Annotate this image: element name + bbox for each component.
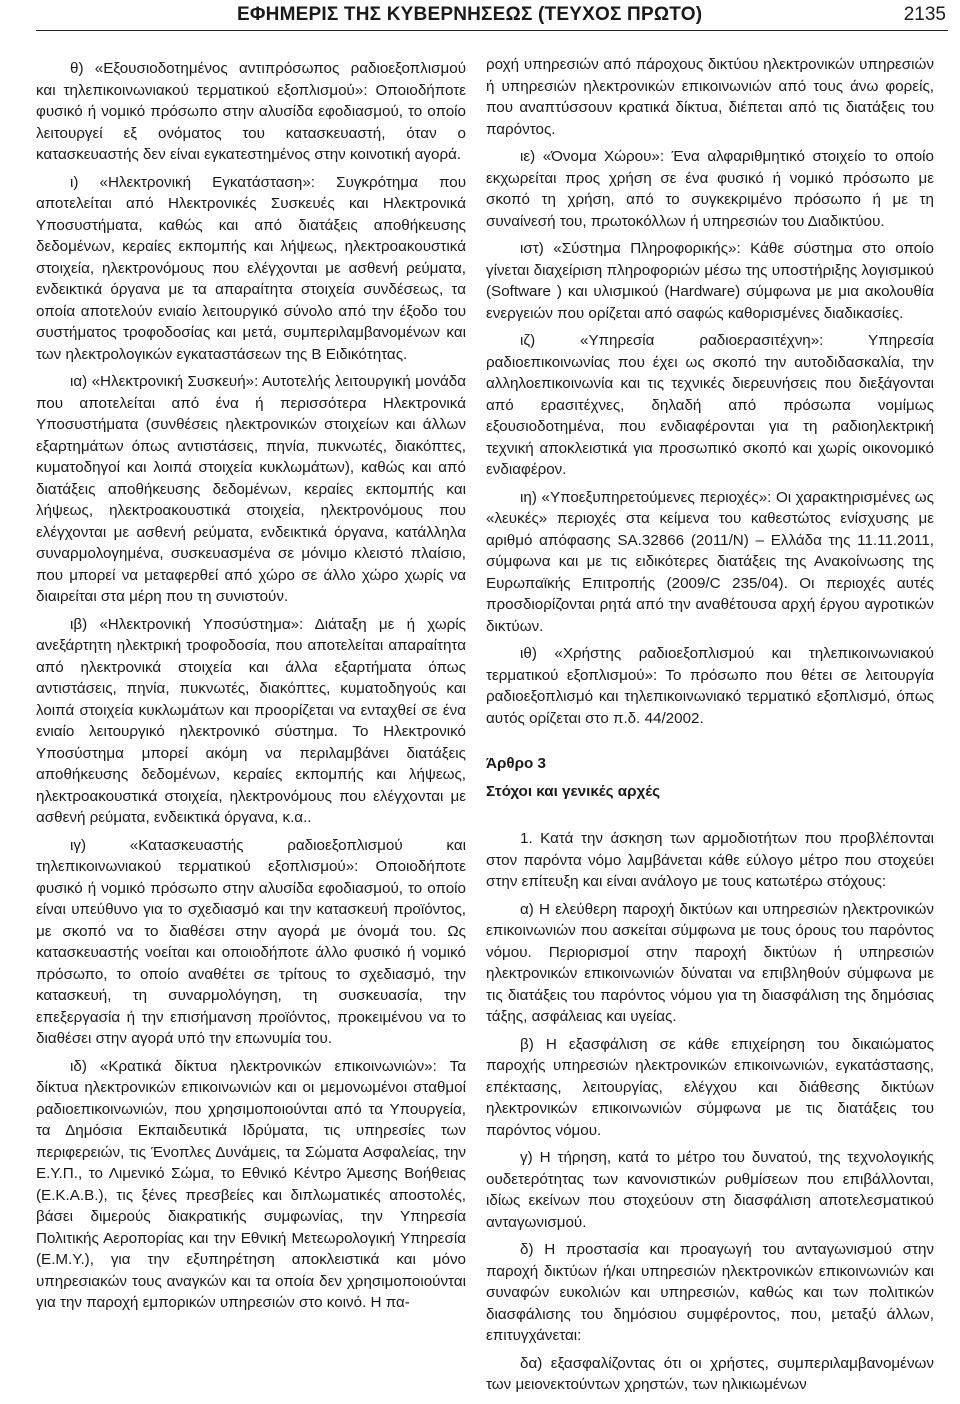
article-paragraph: δα) εξασφαλίζοντας ότι οι χρήστες, συμπεριλαμβανομένων των μειονεκτούντων χρηστών, των ηλικιωμένων <box>486 1354 934 1393</box>
article-paragraph: γ) Η τήρηση, κατά το μέτρο του δυνατού, της τεχνολογικής ουδετερότητας των κανονιστικών ρυθμίσεων που επιβάλλονται, ιδίως εκείνων που στοχεύουν στη διασφάλιση αποτελεσματικού ανταγωνισμού. <box>486 1149 934 1231</box>
article-paragraph: α) Η ελεύθερη παροχή δικτύων και υπηρεσιών ηλεκτρονικών επικοινωνιών που ασκείται σύμφωνα με τους όρους του παρόντος νόμου. Περιορισμοί στην παροχή δικτύων ή υπηρεσιών ηλεκτρονικών επικοινωνιών δύναται να επιβληθούν σύμφωνα με τις διατάξεις του παρόντος νόμου για τη διασφάλιση της δημόσιας τάξης, ασφάλειας και υγείας. <box>486 900 934 1025</box>
definition-paragraph: ιζ) «Υπηρεσία ραδιοερασιτέχνη»: Υπηρεσία ραδιοεπικοινωνίας που έχει ως σκοπό την αυτοδιδασκαλία, την αλληλοεπικοινωνία και τις τεχνικές διερευνήσεις που διεξάγονται από ερασιτέχνες, δηλαδή από πρόσωπα νομίμως εξουσιοδοτημένα, που ενδιαφέρονται για τη ραδιοηλεκτρική τεχνική αποκλειστικά για προσωπικό σκοπό και χωρίς οικονομικό ενδιαφέρον. <box>486 332 934 478</box>
definition-paragraph: ιδ) «Κρατικά δίκτυα ηλεκτρονικών επικοινωνιών»: Τα δίκτυα ηλεκτρονικών επικοινωνιών και οι μεμονωμένοι σταθμοί ραδιοεπικοινωνιών, που χρησιμοποιούνται από τα Υπουργεία, τα Δημόσια Εκπαιδευτικά Ιδρύματα, τις υπηρεσίες των περιφερειών, τις Ένοπλες Δυνάμεις, τα Σώματα Ασφαλείας, την Ε.Υ.Π., το Λιμενικό Σώμα, το Εθνικό Κέντρο Άμεσης Βοήθειας (Ε.Κ.Α.Β.), τις ξένες πρεσβείες και διπλωματικές αποστολές, βάσει διμερούς διακρατικής συμφωνίας, την Υπηρεσία Πολιτικής Αεροπορίας και την Εθνική Μετεωρολογική Υπηρεσία (Ε.Μ.Υ.), για την εξυπηρέτηση αποκλειστικά και μόνο υπηρεσιακών τους αναγκών και τα οποία δεν χρησιμοποιούνται για την παροχή εμπορικών υπηρεσιών στο κοινό. Η πα- <box>36 1057 466 1311</box>
left-column <box>36 58 466 1320</box>
definition-paragraph: ιε) «Όνομα Χώρου»: Ένα αλφαριθμητικό στοιχείο το οποίο εκχωρείται προς χρήση σε ένα φυσικό ή νομικό πρόσωπο με σκοπό τη χρήση, από το συγκεκριμένο πρόσωπο ή με τη συναίνεσή του, πρωτοκόλλων ή υπηρεσιών του Διαδικτύου. <box>486 148 934 230</box>
definition-paragraph: ιθ) «Χρήστης ραδιοεξοπλισμού και τηλεπικοινωνιακού τερματικού εξοπλισμού»: Το πρόσωπο που θέτει σε λειτουργία ραδιοεξοπλισμό και τηλεπικοινωνιακό τερματικό εξοπλισμό, όπως αυτός ορίζεται στο π.δ. 44/2002. <box>486 645 934 727</box>
definition-paragraph: ι) «Ηλεκτρονική Εγκατάσταση»: Συγκρότημα που αποτελείται από Ηλεκτρονικές Συσκευές και Ηλεκτρονικά Υποσυστήματα, καθώς και από διατάξεις αποθήκευσης δεδομένων, κεραίες εκπομπής και λήψεως, ηλεκτροακουστικά στοιχεία, ηλεκτρονόμους που ελέγχονται με ασθενή ρεύματα, ενδεικτικά όργανα με τα απαραίτητα στοιχεία συνδέσεως, τα οποία αποτελούν ενιαίο λειτουργικό σύνολο από την έξοδο του συστήματος τροφοδοσίας και μετά, συμπεριλαμβανομένων και των ηλεκτρολογικών εγκαταστάσεων της Β Ειδικότητας. <box>36 173 466 363</box>
definition-paragraph: ιβ) «Ηλεκτρονική Υποσύστημα»: Διάταξη με ή χωρίς ανεξάρτητη ηλεκτρική τροφοδοσία, που αποτελείται απαραίτητα από ηλεκτρονικά στοιχεία και άλλα εξαρτήματα όπως αντιστάσεις, πηνία, πυκνωτές, διακόπτες, κυματοδηγούς και λοιπά στοιχεία κυκλωμάτων και προορίζεται να ενταχθεί σε ένα ενιαίο λειτουργικό ηλεκτρονικό σύστημα. Το Ηλεκτρονικό Υποσύστημα μπορεί ακόμη να περιλαμβάνει διατάξεις αποθήκευσης δεδομένων, κεραίες εκπομπής και λήψεως, ηλεκτροακουστικά στοιχεία, ηλεκτρονόμους που ελέγχονται με ασθενή ρεύματα, ενδεικτικά όργανα, κ.α.. <box>36 615 466 826</box>
article-heading-block <box>486 753 934 802</box>
definition-paragraph: ια) «Ηλεκτρονική Συσκευή»: Αυτοτελής λειτουργική μονάδα που αποτελείται από ένα ή περισσότερα Ηλεκτρονικά Υποσυστήματα (συνθέσεις ηλεκτρονικών στοιχείων και άλλων εξαρτημάτων όπως αντιστάσεις, πηνία, πυκνωτές, διακόπτες, κυματοδηγοί και λοιπά στοιχεία κυκλωμάτων), καθώς και από διατάξεις αποθήκευσης δεδομένων, κεραίες εκπομπής και λήψεως, ηλεκτροακουστικά στοιχεία, ηλεκτρονόμους που ελέγχονται με ασθενή ρεύματα, ενδεικτικά όργανα, κατάλληλα συναρμολογημένα, συσκευασμένα σε μόνιμο κλειστό πλαίσιο, που μπορεί να μεταφερθεί από χώρο σε άλλο χώρο χωρίς να διαιρείται στα μέρη που τη συνιστούν. <box>36 373 466 605</box>
header-divider <box>36 30 948 31</box>
definition-paragraph: ιη) «Υποεξυπηρετούμενες περιοχές»: Οι χαρακτηρισμένες ως «λευκές» περιοχές στα κείμενα του καθεστώτος ενίσχυσης με αριθμό απόφασης SA.32866 (2011/N) – Ελλάδα της 11.11.2011, σύμφωνα και με τις ειδικότερες διατάξεις της Ανακοίνωσης της Ευρωπαϊκής Επιτροπής (2009/C 235/04). Οι περιοχές αυτές προσδιορίζονται ρητά από την αναθέτουσα αρχή έργου αγροτικών δικτύων. <box>486 488 934 635</box>
definition-paragraph: ιγ) «Κατασκευαστής ραδιοεξοπλισμού και τηλεπικοινωνιακού τερματικού εξοπλισμού»: Οποιοδήποτε φυσικό ή νομικό πρόσωπο στην αλυσίδα εφοδιασμού, το οποίο είναι υπεύθυνο για το σχεδιασμό και την κατασκευή προϊόντος, με σκοπό να το διαθέσει στην αγορά με όνομά του. Ως κατασκευαστής νοείται και οποιοδήποτε άλλο φυσικό ή νομικό πρόσωπο, το οποίο αναθέτει σε τρίτους το σχεδιασμό, την κατασκευή, τη συναρμολόγηση, τη συσκευασία, την επεξεργασία ή την επισήμανση προϊόντος, προκειμένου να το διαθέσει στην αγορά υπό την επωνυμία του. <box>36 836 466 1047</box>
definition-paragraph: θ) «Εξουσιοδοτημένος αντιπρόσωπος ραδιοεξοπλισμού και τηλεπικοινωνιακού τερματικού εξοπλισμού»: Οποιοδήποτε φυσικό ή νομικό πρόσωπο στην αλυσίδα εφοδιασμού, το οποίο λειτουργεί εξ ονόματος του κατασκευαστή, όταν ο κατασκευαστής δεν είναι εγκατεστημένος στην κοινοτική αγορά. <box>36 60 466 163</box>
page-number: 2135 <box>903 4 946 25</box>
page-header <box>0 0 960 34</box>
article-paragraph: 1. Κατά την άσκηση των αρμοδιοτήτων που προβλέπονται στον παρόντα νόμο λαμβάνεται κάθε εύλογο μέτρο που στοχεύει στην επίτευξη και είναι ανάλογο με τους κατωτέρω στόχους: <box>486 830 934 890</box>
right-column <box>486 54 934 1402</box>
definition-paragraph: ιστ) «Σύστημα Πληροφορικής»: Κάθε σύστημα στο οποίο γίνεται διαχείριση πληροφοριών μέσω της υποστήριξης λογισμικού (Software ) και υλισμικού (Hardware) σύμφωνα με μια ακολουθία ενεργειών που ορίζεται από σαφώς καθορισμένες διαδικασίες. <box>486 240 934 322</box>
article-paragraph: β) Η εξασφάλιση σε κάθε επιχείρηση του δικαιώματος παροχής υπηρεσιών ηλεκτρονικών επικοινωνιών, εγκατάστασης, επέκτασης, λειτουργίας, ελέγχου και διάθεσης δικτύων ηλεκτρονικών επικοινωνιών σύμφωνα με τις διατάξεις του παρόντος νόμου. <box>486 1035 934 1139</box>
article-title: Στόχοι και γενικές αρχές <box>486 782 660 800</box>
gazette-title: ΕΦΗΜΕΡΙΣ ΤΗΣ ΚΥΒΕΡΝΗΣΕΩΣ (ΤΕΥΧΟΣ ΠΡΩΤΟ) <box>237 4 703 25</box>
article-paragraph: δ) Η προστασία και προαγωγή του ανταγωνισμού στην παροχή δικτύων ή/και υπηρεσιών ηλεκτρονικών επικοινωνιών και συναφών ευκολιών και υπηρεσιών, καθώς και των πολιτικών διασφάλισης του δημόσιου συμφέροντος, που, μεταξύ άλλων, επιτυγχάνεται: <box>486 1241 934 1344</box>
article-number: Άρθρο 3 <box>486 755 546 772</box>
continued-paragraph: ροχή υπηρεσιών από πάροχους δικτύου ηλεκτρονικών υπηρεσιών ή υπηρεσιών ηλεκτρονικών επικοινωνιών από τους άνω φορείς, που αναπτύσσουν κρατικά δίκτυα, διέπεται από τις διατάξεις του παρόντος. <box>486 56 934 138</box>
